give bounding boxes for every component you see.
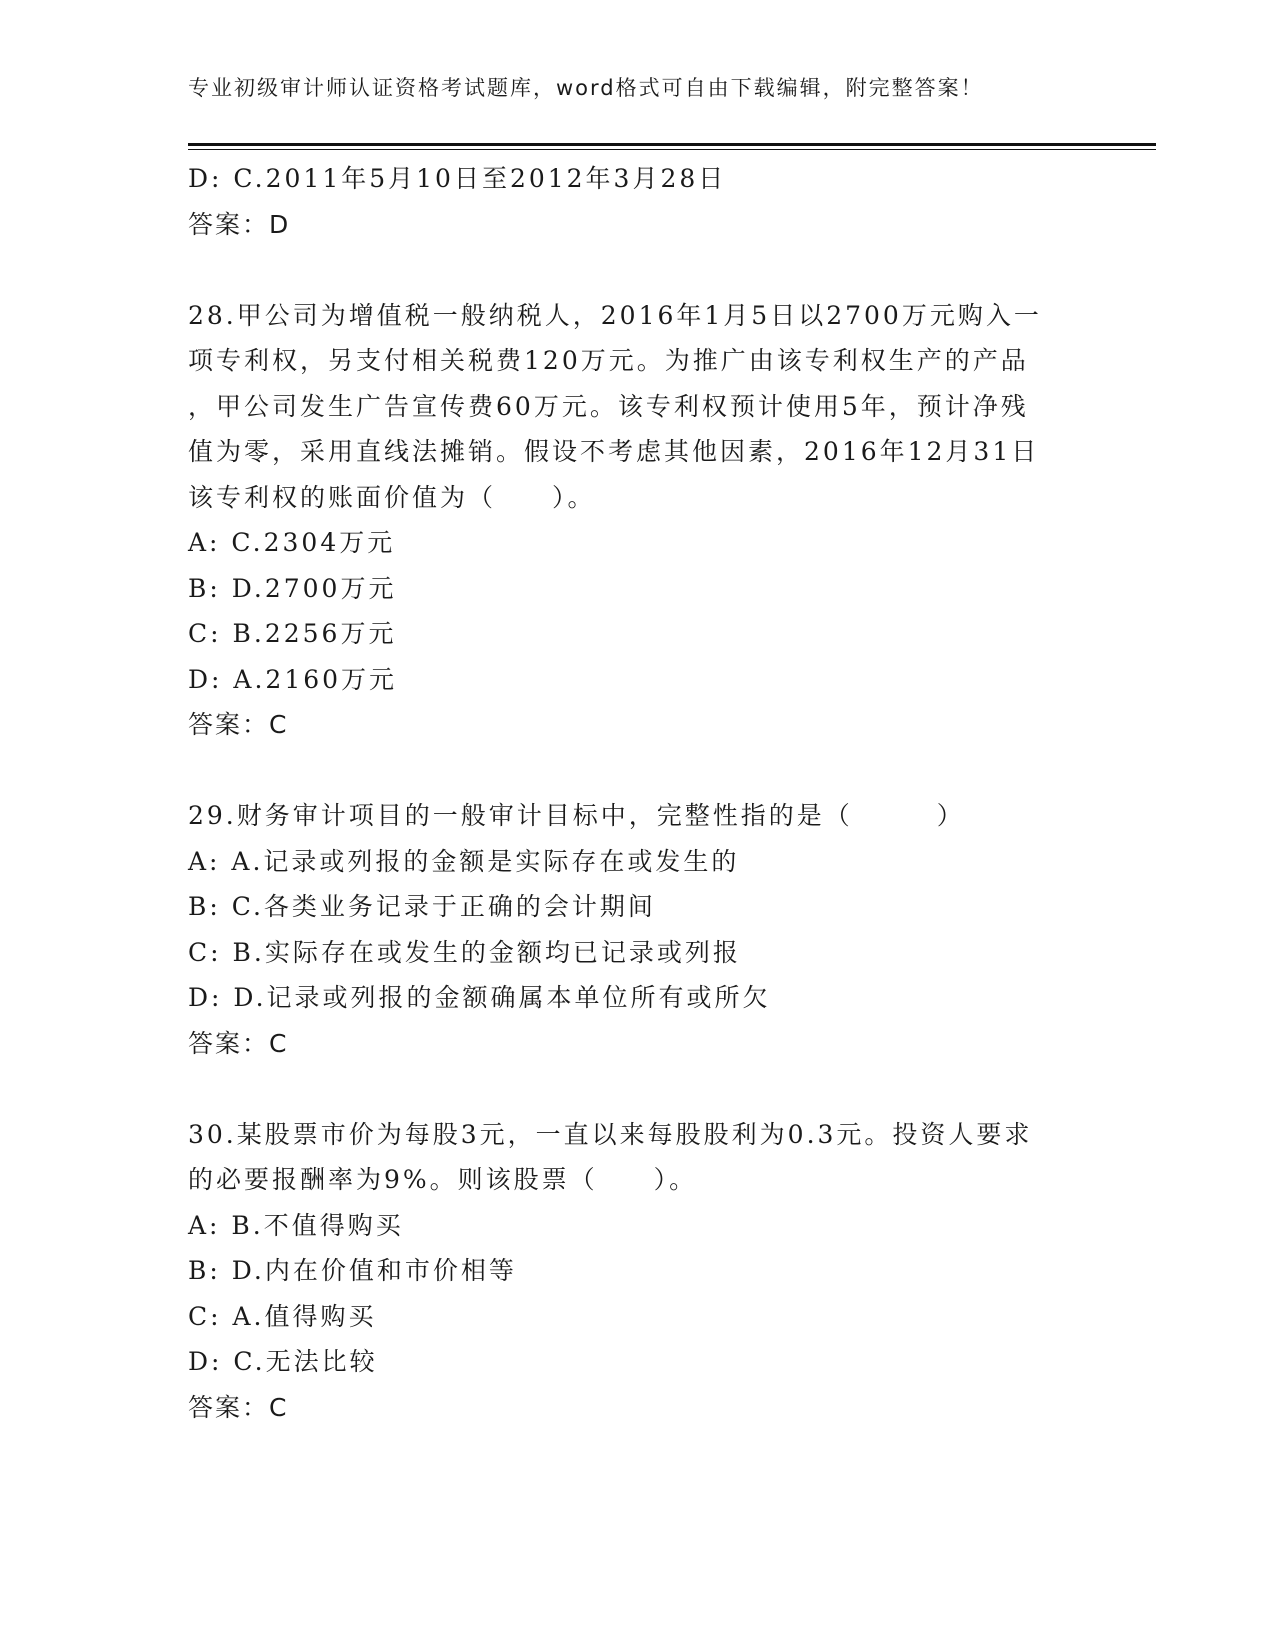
option-b: B: C.各类业务记录于正确的会计期间: [188, 892, 656, 921]
option-b: B: D.内在价值和市价相等: [188, 1256, 517, 1285]
spacer: [188, 247, 1088, 293]
page-header: 专业初级审计师认证资格考试题库，word格式可自由下载编辑，附完整答案！: [188, 76, 984, 100]
option-c: C: B.实际存在或发生的金额均已记录或列报: [188, 937, 741, 967]
spacer: [188, 1066, 1088, 1112]
prev-answer: 答案：D: [188, 209, 291, 239]
answer: 答案：C: [188, 1028, 289, 1058]
question-text-line: 30.某股票市价为每股3元，一直以来每股股利为0.3元。投资人要求: [188, 1119, 1033, 1149]
question-content: [188, 156, 1088, 1430]
question-text-line: 值为零，采用直线法摊销。假设不考虑其他因素，2016年12月31日: [188, 437, 1040, 466]
question-text-line: 29.财务审计项目的一般审计目标中，完整性指的是（ ）: [188, 801, 965, 830]
option-c: C: A.值得购买: [188, 1301, 377, 1331]
option-b: B: D.2700万元: [188, 573, 397, 603]
header-rule-thin: [188, 149, 1156, 150]
option-d: D: C.无法比较: [188, 1347, 378, 1376]
option-a: A: C.2304万元: [188, 528, 396, 557]
option-a: A: A.记录或列报的金额是实际存在或发生的: [188, 846, 740, 876]
option-d: D: A.2160万元: [188, 664, 398, 694]
option-a: A: B.不值得购买: [188, 1210, 404, 1240]
option-c: C: B.2256万元: [188, 619, 397, 648]
prev-option-d: D: C.2011年5月10日至2012年3月28日: [188, 164, 727, 193]
question-text-line: 28.甲公司为增值税一般纳税人，2016年1月5日以2700万元购入一: [188, 300, 1042, 330]
question-30: [188, 1112, 1088, 1431]
question-text-line: 的必要报酬率为9%。则该股票（ ）。: [188, 1165, 698, 1194]
answer: 答案：C: [188, 1392, 289, 1422]
option-d: D: D.记录或列报的金额确属本单位所有或所欠: [188, 983, 771, 1012]
header-rule-thick: [188, 143, 1156, 146]
spacer: [188, 748, 1088, 794]
question-text-line: 项专利权，另支付相关税费120万元。为推广由该专利权生产的产品: [188, 346, 1029, 375]
question-text-line: ，甲公司发生广告宣传费60万元。该专利权预计使用5年，预计净残: [188, 391, 1029, 421]
question-28: [188, 293, 1088, 748]
question-text-line: 该专利权的账面价值为（ ）。: [188, 482, 596, 512]
answer: 答案：C: [188, 710, 289, 739]
question-29: [188, 793, 1088, 1066]
